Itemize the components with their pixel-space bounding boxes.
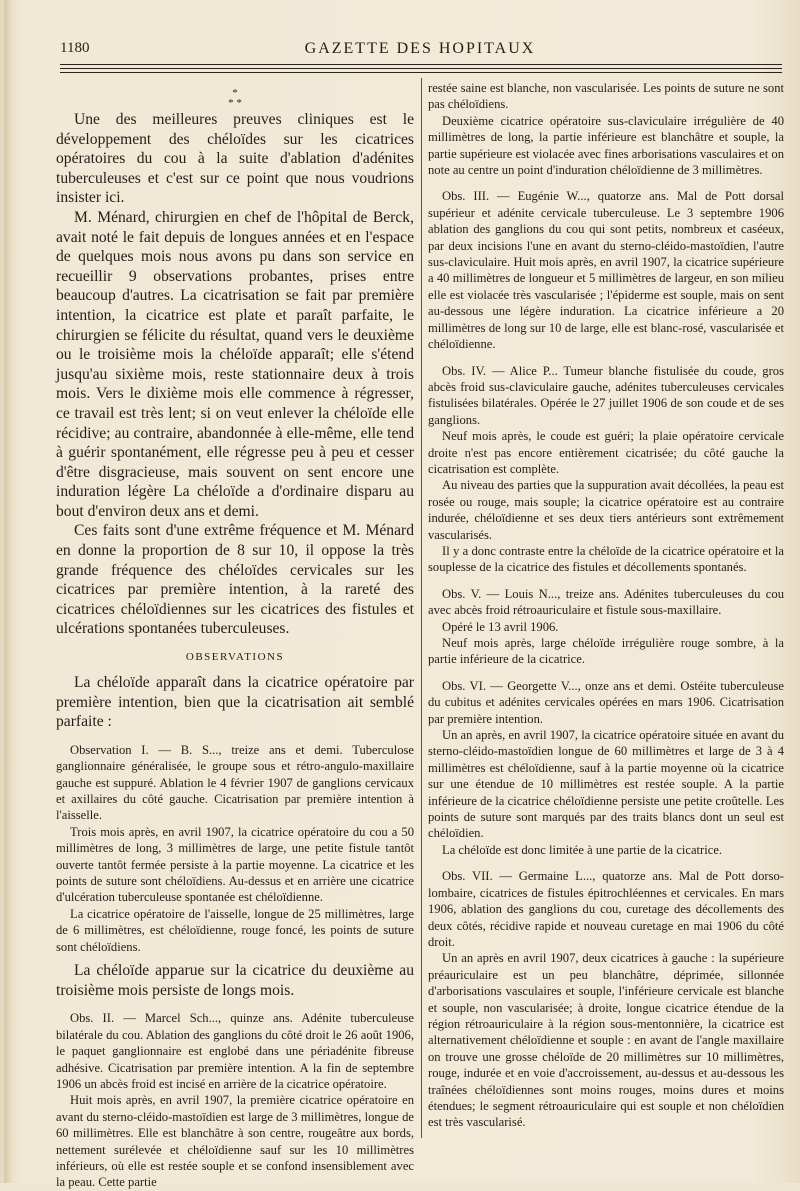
observation-heading: Obs. II. — Marcel Sch..., quinze ans. Adénite tuberculeuse bilatérale du cou. Ablation des ganglions du côté droit le 26 août 1906, le paquet ganglionnaire est englobé dans une périadénite fibreuse adhésive. Cicatrisation par première intention. A la fin de septembre 1906 un abcès froid est incisé en arrière de la cicatrice opératoire. [56,1011,414,1091]
paragraph: Il y a donc contraste entre la chéloïde de la cicatrice opératoire et la souplesse de la cicatrice des fistules et décollements spontanés. [428,543,784,575]
header-rule [60,64,782,65]
paragraph: Un an après en avril 1907, deux cicatrices à gauche : la supérieure préauriculaire est un peu blanchâtre, déprimée, sillonnée d'arborisations vasculaires et souple, l'inférieure cervicale est blanche et souple, non vascularisée; à droite, longue cicatrice étendue de la région rétroauriculaire à la région sous-mentonnière, la cicatrice est alternativement chéloïdienne et souple : en avant de l'angle maxillaire on trouve une grosse chéloïde de 20 millimètres sur 10 millimètres, rouge, indurée et en voie d'accroissement, au-dessus et au-dessous les traînées chéloïdiennes sont moins rouges, moins dures et moins étendues; le segment rétroauriculaire qui est souple et non chéloïdien est très vascularisé. [428,951,784,1130]
header-rule [60,72,782,73]
observation-heading: Obs. V. — Louis N..., treize ans. Adénites tuberculeuses du cou avec abcès froid rétroauriculaire et fistule sous-maxillaire. [428,586,784,618]
page-header [60,40,780,62]
paragraph: La chéloïde apparue sur la cicatrice du deuxième au troisième mois persiste de longs mois. [56,962,414,999]
paragraph: Trois mois après, en avril 1907, la cicatrice opératoire du cou a 50 millimètres de long, 3 millimètres de large, une petite fistule tantôt ouverte tantôt fermée persiste à la partie moyenne. La cicatrice et les points de suture sont chéloïdiens. Au-dessus et en arrière une cicatrice d'ulcération tuberculeuse spontanée est chéloïdienne. [56,824,414,905]
observation-heading: Obs. IV. — Alice P... Tumeur blanche fistulisée du coude, gros abcès froid sus-claviculaire gauche, adénites tuberculeuses cervicales fistulisées bilatérales. Opérée le 27 juillet 1906 de son coude et de ses ganglions. [428,363,784,427]
section-heading: OBSERVATIONS [185,651,285,664]
right-column [428,80,784,1131]
column-divider [421,78,422,1138]
paragraph: La cicatrice opératoire de l'aisselle, longue de 25 millimètres, large de 6 millimètres, est chéloïdienne, rouge foncé, les points de suture sont chéloïdiens. [56,906,414,954]
paragraph: La chéloïde apparaît dans la cicatrice opératoire par première intention, bien que la cicatrisation ait semblé parfaite : [56,674,414,731]
paragraph: Ces faits sont d'une extrême fréquence et M. Ménard en donne la proportion de 8 sur 10, il oppose la très grande fréquence des chéloïdes cervicales sur les cicatrices par première intention, à la rareté des cicatrices chéloïdiennes sur les cicatrices des fistules et ulcérations spontanées tuberculeuses. [56,522,414,638]
star-bottom: * * [228,97,242,109]
observation-heading: Obs. III. — Eugénie W..., quatorze ans. Mal de Pott dorsal supérieur et adénite cervicale tuberculeuse. Le 3 septembre 1906 ablation des ganglions du cou qui sont petits, nombreux et caséeux, par deux incisions l'une en avant du sterno-cléido-mastoïdien, l'autre sus-claviculaire. Huit mois après, en avril 1907, la cicatrice supérieure a 40 millimètres de longueur et 5 millimètres de largeur, en son milieu elle est violacée très vascularisée ; l'épiderme est souple, mais on sent au-dessous une légère induration. La cicatrice inférieure a 20 millimètres de long sur 10 de large, elle est blanc-rosé, vascularisée et chéloïdienne. [428,189,784,352]
paragraph: M. Ménard, chirurgien en chef de l'hôpital de Berck, avait noté le fait depuis de longues années et en l'espace de quelques mois nous avons pu dans son service en recueillir 9 observations probantes, prises entre beaucoup d'autres. La cicatrisation se fait par première intention, la cicatrice est plate et paraît parfaite, le chirurgien se félicite du résultat, quand vers le deuxième ou le troisième mois la chéloïde apparaît; elle s'étend jusqu'au sixième mois, reste stationnaire deux à trois mois. Vers le dixième mois elle commence à régresser, ce travail est très lent; si on veut enlever la chéloïde elle récidive; au contraire, abandonnée à elle-même, elle tend à guérir spontanément, elle régresse peu à peu et cesser d'être disgracieuse, mais souvent on sent encore une induration légère La chéloïde a d'ordinaire disparu au bout d'environ deux ans et demi. [56,208,414,520]
paragraph: restée saine est blanche, non vascularisée. Les points de suture ne sont pas chéloïdiens. [428,81,784,112]
paragraph: Neuf mois après, le coude est guéri; la plaie opératoire cervicale droite n'est pas encore entièrement cicatrisée; du côté gauche la cicatrisation est complète. [428,429,784,476]
paragraph: Opéré le 13 avril 1906. [442,619,559,634]
observation-heading: Observation I. — B. S..., treize ans et demi. Tuberculose ganglionnaire généralisée, le groupe sous et rétro-angulo-maxillaire gauche est suppuré. Ablation le 4 février 1907 de ganglions cervicaux et axillaires du côté gauche. Cicatrisation par première intention à l'aisselle. [56,742,414,823]
observation-heading: Obs. VI. — Georgette V..., onze ans et demi. Ostéite tuberculeuse du cubitus et adénites cervicales opérées en mars 1906. Cicatrisation par première intention. [428,678,784,726]
paragraph: Neuf mois après, large chéloïde irrégulière rouge sombre, à la partie inférieure de la cicatrice. [428,636,784,667]
paragraph: Huit mois après, en avril 1907, la première cicatrice opératoire en avant du sterno-cléido-mastoïdien est large de 3 millimètres, longue de 60 millimètres. Elle est blanchâtre à son centre, rougeâtre aux bords, nettement surélevée et chéloïdienne sauf sur les 10 millimètres inférieurs, où elle est restée souple et se confond insensiblement avec la peau. Cette partie [56,1093,414,1190]
section-stars [56,88,414,108]
paragraph: La chéloïde est donc limitée à une partie de la cicatrice. [442,842,723,857]
journal-title: GAZETTE DES HOPITAUX [304,40,536,57]
page-number: 1180 [60,40,90,56]
left-column [56,80,414,1191]
paragraph: Au niveau des parties que la suppuration avait décollées, la peau est rosée ou rouge, mais souple; la cicatrice opératoire est au contraire indurée, chéloïdienne et ses deux tiers antérieurs sont extrêmement vascularisés. [428,478,785,542]
paragraph: Un an après, en avril 1907, la cicatrice opératoire située en avant du sterno-cléido-mastoïdien longue de 60 millimètres et large de 3 à 4 millimètres est chéloïdienne, sauf à la partie moyenne où la cicatrice sur une étendue de 10 millimètres est restée souple. A la partie inférieure de la cicatrice chéloïdienne persiste une petite croûtelle. Les points de suture sont marqués par des traits blancs dont un seul est chéloïdien. [428,728,784,841]
observation-heading: Obs. VII. — Germaine L..., quatorze ans. Mal de Pott dorso-lombaire, cicatrices de fistules épitrochléennes et cervicales. En mars 1906, ablation des ganglions du cou, curetage des décollements des deux côtés, récidive rapide et nouveau curetage en mai 1906 du côté droit. [428,869,784,949]
star-top: * [232,87,238,99]
page-edge-shadow [4,0,12,1183]
paragraph: Deuxième cicatrice opératoire sus-claviculaire irrégulière de 40 millimètres de long, la partie inférieure est blanchâtre et souple, la partie supérieure est violacée avec fines arborisations vasculaires et on note au centre un point d'induration chéloïdienne de 3 millimètres. [428,113,784,178]
header-rule [60,68,782,69]
paragraph: Une des meilleures preuves cliniques est le développement des chéloïdes sur les cicatrices opératoires du cou à la suite d'ablation d'adénites tuberculeuses et c'est sur ce point que nous voudrions insister ici. [56,111,414,207]
